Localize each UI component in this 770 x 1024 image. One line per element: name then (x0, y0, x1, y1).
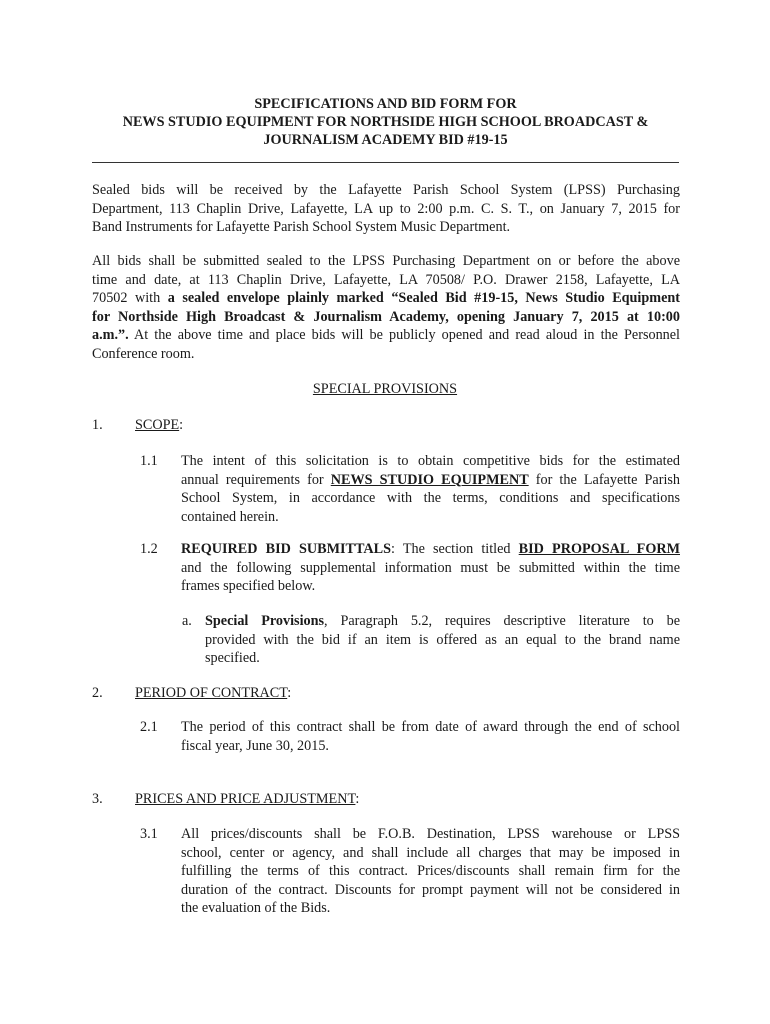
news-studio-equipment-term: NEWS STUDIO EQUIPMENT (330, 471, 529, 488)
section-3-heading (135, 790, 359, 809)
clause-3-1-number: 3.1 (140, 826, 158, 842)
clause-1-1-line-2 (181, 471, 680, 490)
intro-p2-line-4: for Northside High Broadcast & Journalism Academy, opening January 7, 2015 at 10:00 (92, 308, 680, 325)
clause-2-1-number: 2.1 (140, 719, 158, 735)
section-1-heading (135, 416, 183, 435)
intro-p2-line-1: All bids shall be submitted sealed to the LPSS Purchasing Department on or before the above (92, 253, 680, 269)
section-2-number: 2. (92, 685, 103, 701)
clause-3-1-line-4: duration of the contract. Discounts for prompt payment will not be considered in (181, 881, 680, 898)
clause-3-1-line-2: school, center or agency, and shall include all charges that may be imposed in (181, 844, 680, 861)
special-provisions-heading: SPECIAL PROVISIONS (312, 381, 458, 397)
intro-paragraph-2 (92, 252, 680, 363)
section-2-label: PERIOD OF CONTRACT (135, 685, 288, 701)
clause-1-1-line-1: The intent of this solicitation is to obtain competitive bids for the estimated (181, 453, 680, 469)
clause-1-2-a-text (205, 612, 680, 668)
section-1-number: 1. (92, 417, 103, 433)
clause-2-1-text (181, 718, 680, 755)
clause-3-1-line-1: All prices/discounts shall be F.O.B. Destination, LPSS warehouse or LPSS (181, 826, 680, 842)
clause-2-1-line-1: The period of this contract shall be from date of award through the end of school (181, 719, 680, 735)
clause-1-2-a-line-2: provided with the bid if an item is offered as an equal to the brand name (205, 631, 680, 648)
section-2-colon: : (287, 685, 292, 701)
clause-1-2-a-line-1 (205, 612, 680, 631)
intro-p2-line-3 (92, 289, 680, 308)
title-line-1: SPECIFICATIONS AND BID FORM FOR (254, 96, 517, 112)
title-divider (92, 162, 679, 163)
clause-1-1-line-4: contained herein. (181, 508, 279, 525)
intro-p1-line-3: Band Instruments for Lafayette Parish School System Music Department. (92, 219, 511, 235)
section-3-number: 3. (92, 791, 103, 807)
intro-p2-line-5-bold: a.m.”. (92, 327, 129, 343)
special-provisions-term: Special Provisions (205, 613, 325, 629)
intro-p2-line-5 (92, 326, 680, 345)
clause-2-1-line-2: fiscal year, June 30, 2015. (181, 737, 329, 754)
clause-1-1-text (181, 452, 680, 526)
document-title (92, 95, 679, 149)
intro-p2-line-2: time and date, at 113 Chaplin Drive, Lafayette, LA 70508/ P.O. Drawer 2158, Lafayette, LA (92, 271, 680, 288)
title-line-3: JOURNALISM ACADEMY BID #19-15 (263, 132, 508, 148)
clause-1-1-line-2-pre: annual requirements for (181, 471, 331, 488)
clause-1-2-text (181, 540, 680, 596)
intro-p2-line-3-text: 70502 with (92, 290, 168, 306)
intro-p2-line-5-text: At the above time and place bids will be publicly opened and read aloud in the Personnel (128, 327, 680, 343)
intro-p2-line-6: Conference room. (92, 345, 195, 362)
clause-1-2-a-line-1-rest: , Paragraph 5.2, requires descriptive literature to be (324, 613, 680, 629)
section-1-colon: : (179, 417, 184, 433)
clause-1-2-line-3: frames specified below. (181, 578, 316, 594)
clause-1-1-number: 1.1 (140, 453, 158, 469)
section-3-label: PRICES AND PRICE ADJUSTMENT (135, 791, 356, 807)
clause-1-2-line-1 (181, 540, 680, 559)
clause-1-2-a-line-3: specified. (205, 650, 260, 666)
section-1-label: SCOPE (135, 417, 180, 433)
clause-3-1-line-3: fulfilling the terms of this contract. Prices/discounts shall remain firm for the (181, 863, 680, 879)
clause-1-2-a-letter: a. (182, 613, 192, 629)
title-line-2: NEWS STUDIO EQUIPMENT FOR NORTHSIDE HIGH SCHOOL BROADCAST & (122, 114, 649, 130)
clause-1-2-line-2: and the following supplemental information must be submitted within the time (181, 559, 680, 576)
intro-p1-line-1: Sealed bids will be received by the Lafayette Parish School System (LPSS) Purchasing (92, 182, 680, 198)
sealed-bid-instruction: a sealed envelope plainly marked “Sealed Bid #19-15, News Studio Equipment (167, 290, 680, 306)
section-2-heading (135, 684, 291, 703)
required-bid-submittals-term: REQUIRED BID SUBMITTALS (181, 541, 391, 557)
clause-1-1-line-2-post: for the Lafayette Parish (528, 471, 680, 488)
intro-p1-line-2: Department, 113 Chaplin Drive, Lafayette, LA up to 2:00 p.m. C. S. T., on January 7, 2015 for (92, 200, 680, 217)
intro-paragraph-1 (92, 181, 680, 237)
clause-1-2-line-1-mid: : The section titled (390, 541, 519, 557)
clause-1-1-line-3: School System, in accordance with the terms, conditions and specifications (181, 490, 680, 506)
clause-3-1-line-5: the evaluation of the Bids. (181, 900, 331, 916)
bid-proposal-form-term: BID PROPOSAL FORM (518, 541, 680, 557)
section-3-colon: : (355, 791, 360, 807)
clause-1-2-number: 1.2 (140, 541, 158, 557)
clause-3-1-text (181, 825, 680, 918)
